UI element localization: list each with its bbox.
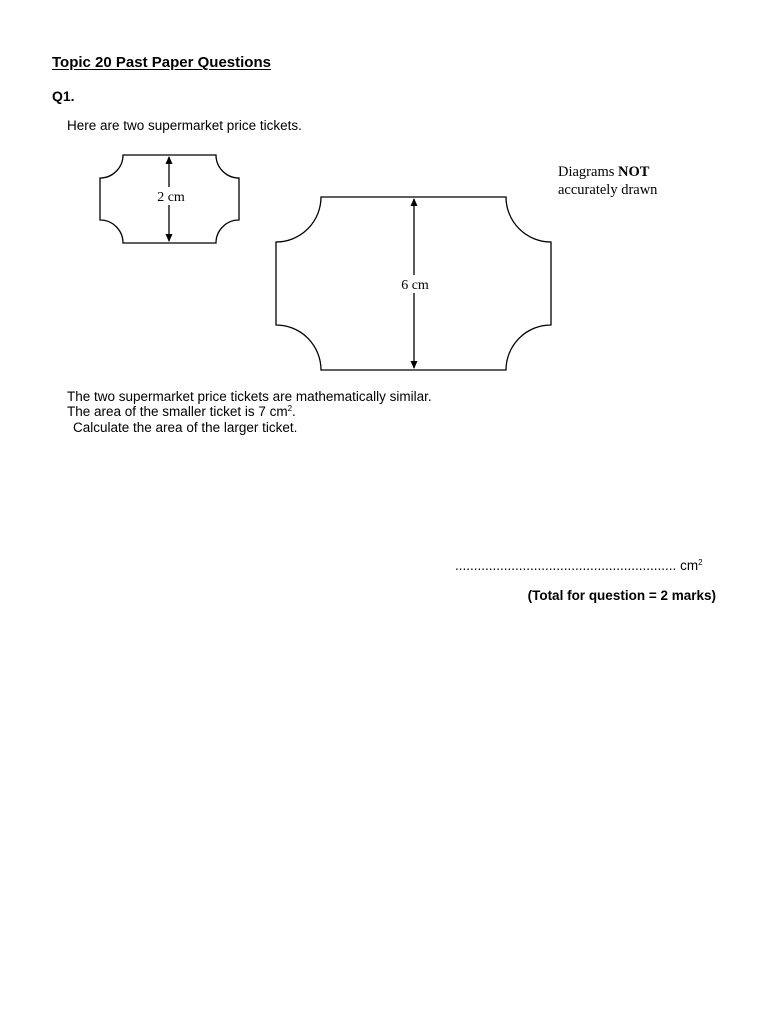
tickets-diagram (0, 0, 768, 420)
answer-unit-superscript: 2 (698, 558, 703, 567)
question-number: Q1. (52, 88, 75, 104)
total-marks: (Total for question = 2 marks) (527, 588, 716, 603)
answer-line (455, 558, 703, 573)
statement-area-text: The area of the smaller ticket is 7 cm (67, 404, 288, 419)
small-ticket-label: 2 cm (157, 190, 185, 205)
statement-area-end: . (292, 404, 296, 419)
statement-area-superscript: 2 (287, 404, 293, 413)
answer-dots: ........................................................... (455, 558, 677, 573)
statement-similar: The two supermarket price tickets are mathematically similar. (67, 389, 432, 404)
answer-unit: cm (680, 558, 699, 573)
diagram-note-prefix: Diagrams (558, 164, 618, 180)
large-ticket-label: 6 cm (401, 278, 429, 293)
statement-calculate: Calculate the area of the larger ticket. (73, 420, 298, 435)
question-intro: Here are two supermarket price tickets. (67, 118, 302, 133)
diagram-note-emphasis: NOT (618, 164, 650, 180)
page-title: Topic 20 Past Paper Questions (52, 54, 271, 71)
statement-area (67, 404, 296, 419)
diagram-note (558, 163, 657, 199)
diagram-note-line2: accurately drawn (558, 182, 658, 198)
